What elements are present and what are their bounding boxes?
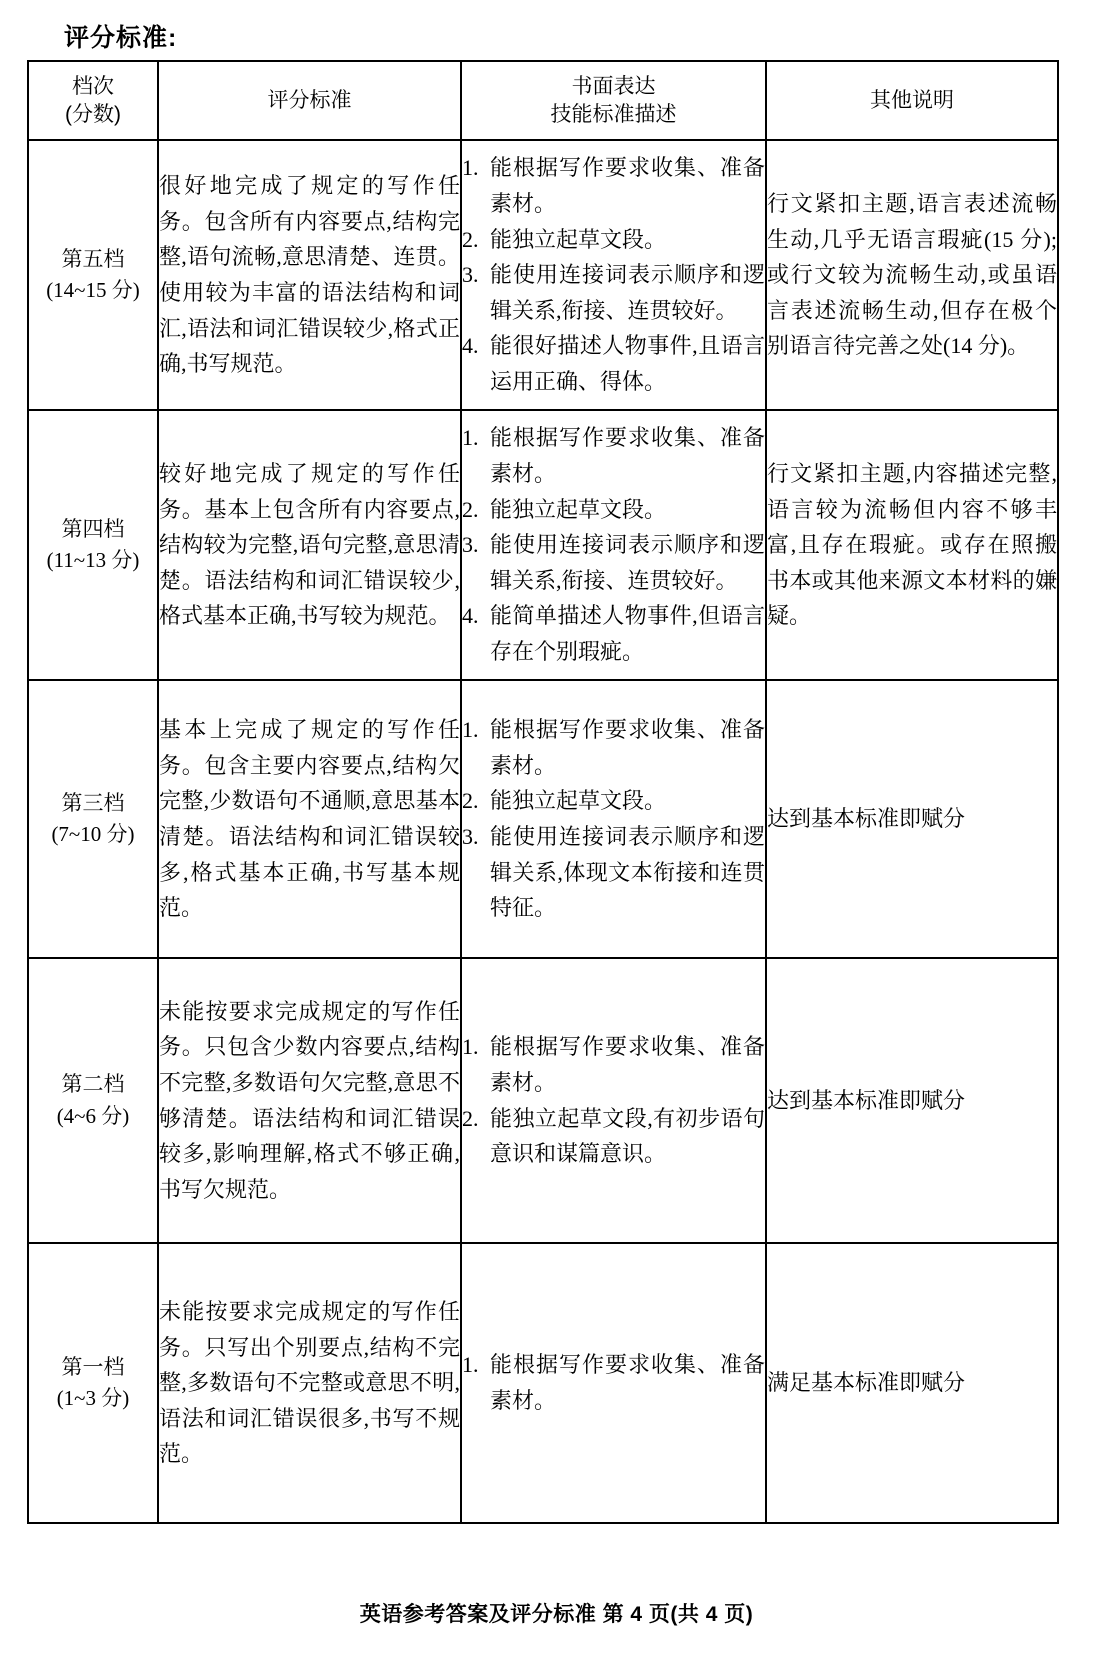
list-item-text: 能使用连接词表示顺序和逻辑关系,衔接、连贯较好。 [490,532,765,593]
list-item [462,598,765,669]
level-cell [28,140,158,410]
list-item [462,1029,765,1100]
level-score-range: (7~10 分) [51,822,135,846]
criteria-cell: 基本上完成了规定的写作任务。包含主要内容要点,结构欠完整,少数语句不通顺,意思基本清楚。语法结构和词汇错误较多,格式基本正确,书写基本规范。 [158,680,461,958]
skills-list [462,420,765,669]
list-item-text: 能独立起草文段。 [490,788,667,814]
criteria-cell: 很好地完成了规定的写作任务。包含所有内容要点,结构完整,语句流畅,意思清楚、连贯。使用较为丰富的语法结构和词汇,语法和词汇错误较少,格式正确,书写规范。 [158,140,461,410]
list-item-text: 能很好描述人物事件,且语言运用正确、得体。 [490,333,765,395]
column-header-skills-line2: 技能标准描述 [550,102,677,126]
list-item-text: 能独立起草文段,有初步语句意识和谋篇意识。 [490,1105,765,1167]
notes-cell: 行文紧扣主题,语言表述流畅生动,几乎无语言瑕疵(15 分);或行文较为流畅生动,或虽语言表述流畅生动,但存在极个别语言待完善之处(14 分)。 [766,140,1058,410]
list-item-text: 能根据写作要求收集、准备素材。 [490,155,765,216]
criteria-cell: 未能按要求完成规定的写作任务。只写出个别要点,结构不完整,多数语句不完整或意思不明,语法和词汇错误很多,书写不规范。 [158,1243,461,1523]
list-item [462,328,765,399]
list-item-number: 3. [462,262,479,288]
list-item-number: 1. [462,1352,479,1378]
list-item-number: 1. [462,1034,479,1060]
skills-cell [461,1243,766,1523]
list-item-text: 能根据写作要求收集、准备素材。 [490,1352,765,1413]
skills-list [462,150,765,399]
column-header-notes-line1: 其他说明 [870,88,954,112]
list-item-number: 4. [462,333,479,359]
page-footer: 英语参考答案及评分标准 第 4 页(共 4 页) [359,1603,754,1626]
list-item-number: 1. [462,425,479,451]
list-item-number: 2. [462,788,479,814]
level-score-range: (4~6 分) [56,1103,130,1128]
list-item [462,1347,765,1418]
level-cell [28,958,158,1243]
level-name: 第三档 [61,790,125,815]
level-name: 第四档 [61,516,125,541]
list-item-text: 能独立起草文段。 [490,226,667,252]
skills-cell [461,958,766,1243]
table-row [28,140,1058,410]
list-item [462,420,765,491]
column-header-criteria-line1: 评分标准 [267,88,352,112]
list-item-number: 3. [462,824,479,849]
table-row [28,1243,1058,1523]
level-score-range: (14~15 分) [46,278,140,302]
skills-list [462,712,765,926]
list-item [462,150,765,221]
skills-cell [461,680,766,958]
list-item-text: 能根据写作要求收集、准备素材。 [490,1034,765,1095]
column-header-level [28,61,158,140]
column-header-notes [766,61,1058,140]
list-item [462,783,765,819]
header-row [28,61,1058,140]
skills-list [462,1029,765,1172]
level-name: 第二档 [61,1072,125,1096]
list-item-number: 3. [462,532,479,558]
list-item [462,819,765,926]
list-item [462,222,765,258]
list-item-text: 能使用连接词表示顺序和逻辑关系,体现文本衔接和连贯特征。 [490,824,765,921]
list-item [462,527,765,598]
column-header-criteria [158,61,461,140]
notes-cell: 达到基本标准即赋分 [766,958,1058,1243]
notes-cell: 达到基本标准即赋分 [766,680,1058,958]
list-item-text: 能使用连接词表示顺序和逻辑关系,衔接、连贯较好。 [490,262,765,323]
list-item-text: 能独立起草文段。 [490,496,667,522]
list-item-text: 能简单描述人物事件,但语言存在个别瑕疵。 [490,603,765,665]
table-row [28,410,1058,680]
scoring-rubric-table [27,60,1059,1524]
level-score-range: (1~3 分) [56,1386,130,1410]
list-item [462,257,765,328]
list-item-number: 1. [462,155,479,181]
table-row [28,680,1058,958]
skills-cell [461,140,766,410]
notes-cell: 行文紧扣主题,内容描述完整,语言较为流畅但内容不够丰富,且存在瑕疵。或存在照搬书本或其他来源文本材料的嫌疑。 [766,410,1058,680]
column-header-level-line1: 档次 [72,74,114,98]
list-item [462,492,765,528]
column-header-skills [461,61,766,140]
list-item-text: 能根据写作要求收集、准备素材。 [490,717,765,778]
list-item-number: 1. [462,717,479,743]
list-item-text: 能根据写作要求收集、准备素材。 [490,425,765,486]
skills-list [462,1347,765,1418]
table-body [28,140,1058,1523]
level-name: 第五档 [61,246,125,271]
level-score-range: (11~13 分) [46,548,140,572]
level-cell [28,1243,158,1523]
list-item-number: 2. [462,1105,479,1131]
notes-cell: 满足基本标准即赋分 [766,1243,1058,1523]
criteria-cell: 未能按要求完成规定的写作任务。只包含少数内容要点,结构不完整,多数语句欠完整,意思不够清楚。语法结构和词汇错误较多,影响理解,格式不够正确,书写欠规范。 [158,958,461,1243]
list-item-number: 2. [462,226,479,252]
criteria-cell: 较好地完成了规定的写作任务。基本上包含所有内容要点,结构较为完整,语句完整,意思清楚。语法结构和词汇错误较少,格式基本正确,书写较为规范。 [158,410,461,680]
level-name: 第一档 [61,1354,125,1379]
column-header-level-line2: (分数) [65,102,121,126]
list-item [462,712,765,783]
skills-cell [461,410,766,680]
level-cell [28,410,158,680]
page-title: 评分标准: [64,24,178,52]
list-item-number: 4. [462,603,479,629]
table-row [28,958,1058,1243]
table-header [28,61,1058,140]
list-item-number: 2. [462,496,479,522]
level-cell [28,680,158,958]
column-header-skills-line1: 书面表达 [571,74,656,98]
list-item [462,1101,765,1172]
